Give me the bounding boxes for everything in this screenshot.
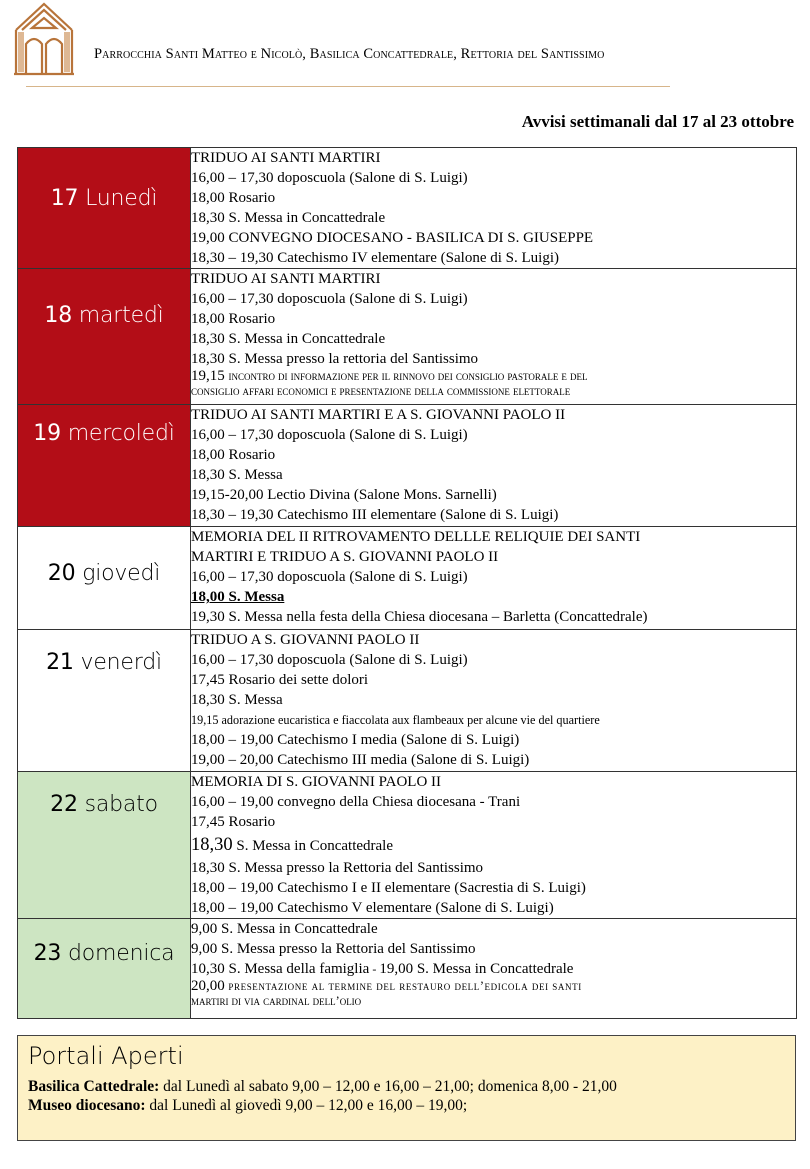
event-time: 20,00 [191,978,225,994]
event-line: 18,30 S. Messa in Concattedrale [191,331,386,347]
event-line: 17,45 Rosario [191,814,276,830]
header-divider [26,86,670,87]
event-line: 18,00 – 19,00 Catechismo I media (Salone di S. Luigi) [191,732,520,748]
event-text: 10,30 S. Messa della famiglia [191,961,370,977]
table-row [18,405,797,527]
day-number: 19 [33,421,61,446]
event-line: 16,00 – 17,30 doposcuola (Salone di S. Luigi) [191,652,468,668]
basilica-logo-icon [12,0,76,78]
museo-hours [28,1097,467,1115]
event-line: 18,30 – 19,30 Catechismo III elementare (Salone di S. Luigi) [191,507,559,523]
day-cell-20 [18,527,191,630]
day-events-23 [191,919,797,1019]
event-line: 18,00 Rosario [191,311,276,327]
event-line: 16,00 – 17,30 doposcuola (Salone di S. Luigi) [191,291,468,307]
basilica-hours [28,1078,617,1096]
event-line: TRIDUO A S. GIOVANNI PAOLO II [191,632,420,648]
event-line: 16,00 – 17,30 doposcuola (Salone di S. Luigi) [191,427,468,443]
event-text: presentazione al termine del restauro dell’edicola dei santi [224,979,582,993]
table-row [18,269,797,405]
event-line: 18,30 S. Messa presso la rettoria del Santissimo [191,351,479,367]
table-row [18,919,797,1019]
day-cell-23 [18,919,191,1019]
day-number: 18 [44,303,72,328]
day-cell-22 [18,772,191,919]
event-line: 19,30 S. Messa nella festa della Chiesa diocesana – Barletta (Concattedrale) [191,609,648,625]
event-line-adorazione: 19,15 adorazione eucaristica e fiaccolata aux flambeaux per alcune vie del quartiere [191,713,600,727]
event-line: 17,45 Rosario dei sette dolori [191,672,369,688]
event-line: 16,00 – 19,00 convegno della Chiesa diocesana - Trani [191,794,521,810]
event-line: TRIDUO AI SANTI MARTIRI [191,150,381,166]
event-separator: - [369,962,380,976]
day-name: mercoledì [67,421,175,446]
portali-title: Portali Aperti [28,1042,184,1070]
event-line: MEMORIA DI S. GIOVANNI PAOLO II [191,774,442,790]
event-line: 18,00 Rosario [191,447,276,463]
day-events-21 [191,630,797,772]
day-cell-21 [18,630,191,772]
event-line: 18,30 – 19,30 Catechismo IV elementare (Salone di S. Luigi) [191,250,559,266]
event-line-presentazione [191,979,796,994]
basilica-label: Basilica Cattedrale: [28,1078,160,1095]
event-line-presentazione-cont [191,994,796,1009]
day-number: 20 [47,561,76,586]
table-row [18,772,797,919]
day-name: Lunedì [85,186,158,211]
event-text: incontro di informazione per il rinnovo dei consiglio pastorale e del [228,369,588,383]
page-header [12,0,802,90]
day-number: 22 [50,792,78,817]
event-line-incontro [191,369,796,384]
day-name: venerdì [80,650,162,675]
event-line-famiglia [191,959,796,979]
event-line: 19,00 CONVEGNO DIOCESANO - BASILICA DI S. GIUSEPPE [191,230,594,246]
day-name: domenica [67,941,175,966]
table-row [18,148,797,269]
day-number: 21 [46,650,74,675]
weekly-notices-title: Avvisi settimanali dal 17 al 23 ottobre [521,112,794,131]
event-line: 18,30 S. Messa in Concattedrale [191,210,386,226]
event-line: 18,00 Rosario [191,190,276,206]
event-text: S. Messa in Concattedrale [232,838,394,854]
event-line: 19,15-20,00 Lectio Divina (Salone Mons. Sarnelli) [191,487,497,503]
day-events-17 [191,148,797,269]
event-time-large: 18,30 [191,835,233,855]
event-line: TRIDUO AI SANTI MARTIRI [191,271,381,287]
day-cell-17 [18,148,191,269]
event-line: 18,30 S. Messa [191,692,283,708]
museo-label: Museo diocesano: [28,1097,146,1114]
table-row [18,630,797,772]
event-line: MARTIRI E TRIDUO A S. GIOVANNI PAOLO II [191,549,499,565]
day-name: giovedì [82,561,161,586]
event-line: 18,30 S. Messa [191,467,283,483]
event-line: 18,00 – 19,00 Catechismo I e II elementare (Sacrestia di S. Luigi) [191,880,586,896]
day-name: sabato [84,792,158,817]
museo-text: dal Lunedì al giovedì 9,00 – 12,00 e 16,00 – 19,00; [145,1097,468,1114]
day-events-20 [191,527,797,630]
event-line: 18,00 – 19,00 Catechismo V elementare (Salone di S. Luigi) [191,900,554,916]
event-text: 19,00 S. Messa in Concattedrale [379,961,574,977]
basilica-text: dal Lunedì al sabato 9,00 – 12,00 e 16,00 – 21,00; domenica 8,00 - 21,00 [159,1078,617,1095]
event-line: 19,00 – 20,00 Catechismo III media (Salone di S. Luigi) [191,752,530,768]
event-line-highlight: 18,00 S. Messa [191,589,285,605]
event-line: 16,00 – 17,30 doposcuola (Salone di S. Luigi) [191,170,468,186]
event-line: MEMORIA DEL II RITROVAMENTO DELLLE RELIQUIE DEI SANTI [191,529,641,545]
day-cell-18 [18,269,191,405]
portali-aperti-box [17,1035,796,1141]
event-text: consiglio affari economici e presentazione della commissione elettorale [191,384,571,398]
event-time: 19,15 [191,368,225,384]
day-events-18 [191,269,797,405]
weekly-schedule-table [17,147,797,1019]
day-number: 23 [33,941,62,966]
event-line: 16,00 – 17,30 doposcuola (Salone di S. Luigi) [191,569,468,585]
event-line: 18,30 S. Messa presso la Rettoria del Santissimo [191,860,484,876]
day-cell-19 [18,405,191,527]
event-line: 9,00 S. Messa presso la Rettoria del Santissimo [191,941,476,957]
event-line: TRIDUO AI SANTI MARTIRI E A S. GIOVANNI PAOLO II [191,407,566,423]
parish-title: Parrocchia Santi Matteo e Nicolò, Basilica Concattedrale, Rettoria del Santissimo [94,46,605,62]
event-text: martiri di via cardinal dell’olio [191,994,362,1008]
day-events-22 [191,772,797,919]
day-events-19 [191,405,797,527]
day-number: 17 [50,186,79,211]
event-line: 9,00 S. Messa in Concattedrale [191,921,378,937]
event-line-incontro-cont [191,384,796,399]
day-name: martedì [78,303,164,328]
table-row [18,527,797,630]
event-line-messa [191,832,796,858]
